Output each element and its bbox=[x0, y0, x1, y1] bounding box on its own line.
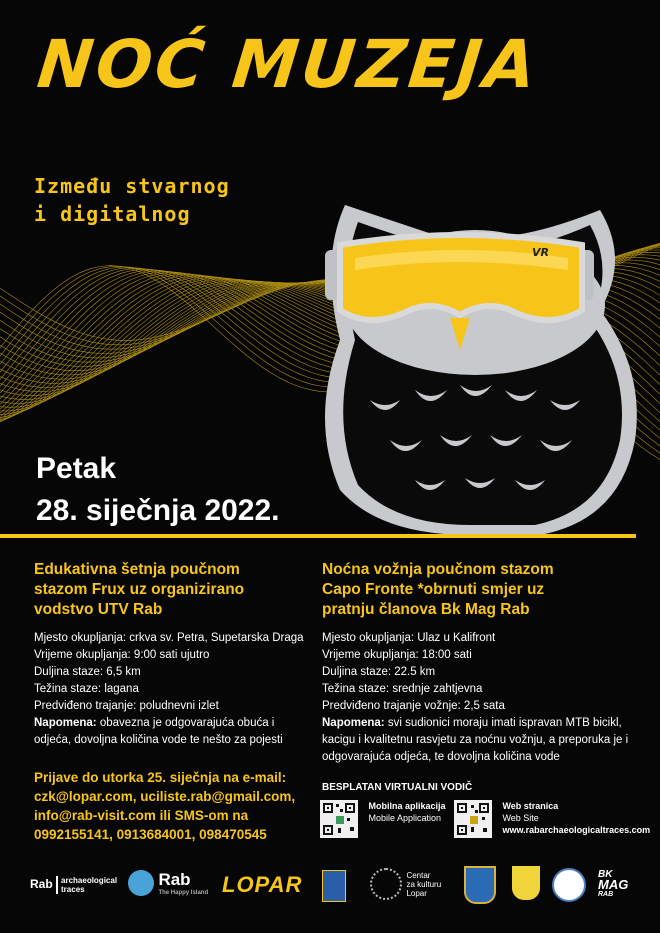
event-hike-duration: Predviđeno trajanje: poludnevni izlet bbox=[34, 700, 219, 712]
note-text: svi sudionici moraju imati ispravan MTB bicikl, kacigu i kvalitetnu rasvjetu za noćnu vožnju, a preporuka je i odgovarajuća odjeća, te dovoljna količina vode bbox=[322, 717, 629, 763]
book-icon bbox=[322, 870, 346, 902]
event-hike-title-line: Edukativna šetnja poučnom bbox=[34, 561, 240, 578]
website-url[interactable]: www.rabarchaeologicaltraces.com bbox=[502, 825, 651, 835]
vr-label: VR bbox=[532, 246, 549, 259]
spiral-icon bbox=[370, 868, 402, 900]
rab-happy-island-logo bbox=[128, 870, 208, 896]
mobile-app-label: Mobilna aplikacija bbox=[368, 801, 446, 811]
logo-text: RAB bbox=[598, 891, 614, 898]
event-hike-title-line: stazom Frux uz organizirano bbox=[34, 581, 245, 598]
registration-info bbox=[34, 768, 319, 844]
event-ride-duration: Predviđeno trajanje vožnje: 2,5 sata bbox=[322, 700, 505, 712]
registration-line: Prijave do utorka 25. siječnja na e-mail: bbox=[34, 770, 287, 785]
coat-of-arms-icon bbox=[512, 866, 540, 900]
lopar-logo: LOPAR bbox=[222, 872, 303, 897]
wave-icon bbox=[128, 870, 154, 896]
note-label: Napomena: bbox=[322, 717, 385, 729]
event-night-ride bbox=[322, 560, 642, 766]
registration-phones[interactable]: 0992155141, 0913684001, 098470545 bbox=[34, 827, 267, 842]
logo-text: Rab bbox=[158, 870, 191, 889]
event-hike-location: Mjesto okupljanja: crkva sv. Petra, Supetarska Draga bbox=[34, 632, 304, 644]
website-label-en: Web Site bbox=[502, 813, 539, 823]
owl-vr-illustration bbox=[300, 190, 645, 535]
organization-seal-icon bbox=[552, 868, 586, 902]
event-ride-length: Duljina staze: 22.5 km bbox=[322, 666, 436, 678]
event-hike-difficulty: Težina staze: lagana bbox=[34, 683, 139, 695]
date-day: Petak bbox=[36, 452, 117, 485]
event-ride-difficulty: Težina staze: srednje zahtjevna bbox=[322, 683, 483, 695]
logo-text: BK bbox=[598, 869, 613, 880]
qr-code-icon bbox=[320, 800, 358, 838]
event-hike-title-line: vodstvo UTV Rab bbox=[34, 601, 163, 618]
rab-archaeological-traces-logo bbox=[30, 876, 117, 894]
virtual-guide-title: BESPLATAN VIRTUALNI VODIČ bbox=[322, 782, 473, 793]
coat-of-arms-icon bbox=[464, 866, 496, 904]
main-title: NOĆ MUZEJA bbox=[33, 26, 543, 103]
logo-text: Lopar bbox=[406, 888, 427, 898]
subtitle-line-1: Između stvarnog bbox=[34, 174, 230, 198]
website-guide[interactable] bbox=[454, 800, 650, 838]
note-text: obavezna je odgovarajuća obuća i odjeća, dovoljna količina vode te nešto za pojesti bbox=[34, 717, 283, 746]
registration-emails[interactable]: czk@lopar.com, uciliste.rab@gmail.com, bbox=[34, 789, 296, 804]
event-hike-length: Duljina staze: 6,5 km bbox=[34, 666, 141, 678]
event-ride-title-line: pratnju članova Bk Mag Rab bbox=[322, 601, 530, 618]
logo-text: Rab bbox=[30, 877, 53, 892]
event-ride-title-line: Noćna vožnja poučnom stazom bbox=[322, 561, 554, 578]
logo-text: Centar bbox=[406, 870, 431, 880]
registration-email-sms[interactable]: info@rab-visit.com ili SMS-om na bbox=[34, 808, 249, 823]
note-label: Napomena: bbox=[34, 717, 97, 729]
event-date bbox=[36, 448, 280, 532]
logo-text: The Happy Island bbox=[158, 890, 209, 896]
divider-line bbox=[0, 534, 636, 538]
event-ride-title-line: Capo Fronte *obrnuti smjer uz bbox=[322, 581, 545, 598]
mobile-app-label-en: Mobile Application bbox=[368, 813, 441, 823]
event-hike bbox=[34, 560, 306, 749]
centar-za-kulturu-logo bbox=[370, 868, 441, 900]
event-hike-title bbox=[34, 560, 306, 620]
event-ride-note bbox=[322, 715, 642, 766]
partner-logos bbox=[0, 862, 660, 912]
event-hike-time: Vrijeme okupljanja: 9:00 sati ujutro bbox=[34, 649, 210, 661]
qr-code-icon bbox=[454, 800, 492, 838]
mobile-app-guide[interactable] bbox=[320, 800, 445, 838]
logo-text: traces bbox=[61, 885, 85, 894]
event-hike-note bbox=[34, 715, 306, 749]
subtitle-line-2: i digitalnog bbox=[34, 202, 191, 226]
website-label: Web stranica bbox=[502, 801, 559, 811]
date-full: 28. siječnja 2022. bbox=[36, 494, 280, 527]
event-ride-location: Mjesto okupljanja: Ulaz u Kalifront bbox=[322, 632, 496, 644]
logo-text: za kulturu bbox=[406, 879, 442, 889]
logo-text: MAG bbox=[598, 877, 629, 892]
event-ride-time: Vrijeme okupljanja: 18:00 sati bbox=[322, 649, 472, 661]
bk-mag-rab-logo bbox=[598, 870, 628, 900]
logo-text: archaeological bbox=[61, 876, 118, 885]
subtitle bbox=[34, 172, 230, 228]
event-ride-title bbox=[322, 560, 642, 620]
